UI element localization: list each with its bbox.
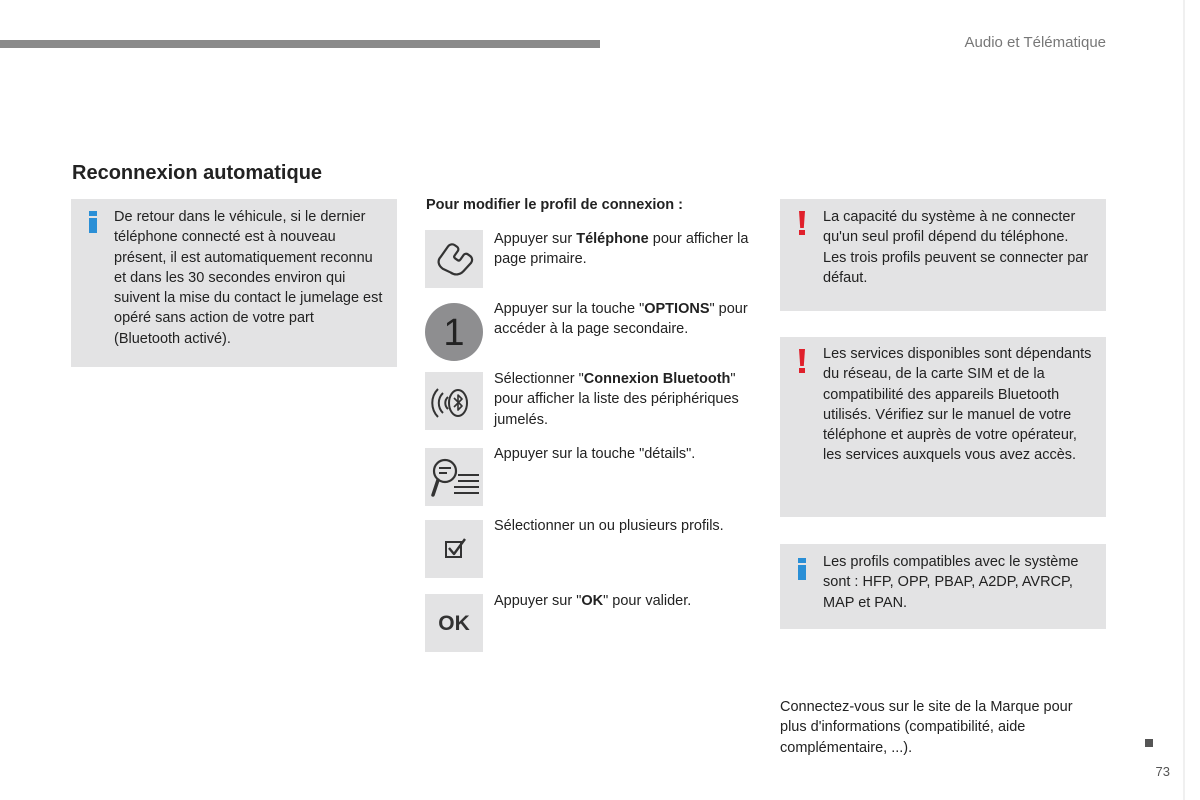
info-note-box <box>780 544 1106 629</box>
ok-icon <box>425 594 483 652</box>
warning-icon <box>797 211 807 235</box>
step-3-text: Sélectionner "Connexion Bluetooth" pour afficher la liste des périphériques jumelés. <box>494 371 739 428</box>
checkbox-icon <box>425 520 483 578</box>
step-2-text: Appuyer sur la touche "OPTIONS" pour accéder à la page secondaire. <box>494 301 748 338</box>
section-title: Reconnexion automatique <box>72 162 323 184</box>
procedure-heading: Pour modifier le profil de connexion : <box>426 197 683 213</box>
info-note-text: De retour dans le véhicule, si le dernier téléphone connecté est à nouveau présent, il est automatiquement reconnu et dans les 30 secondes environ qui suivent la mise du contact le jumelage est opéré sans action de votre part (Bluetooth activé). <box>114 209 383 347</box>
header-rule <box>0 40 600 48</box>
step-1-icon-tile <box>425 230 483 288</box>
warning-icon <box>797 349 807 373</box>
warning-note-text: Les services disponibles sont dépendants du réseau, de la carte SIM et de la compatibilité des appareils Bluetooth utilisés. Vérifiez sur le manuel de votre téléphone et auprès de votre opérateur, les services auxquels vous avez accès. <box>823 346 1092 464</box>
info-note-box <box>71 199 397 367</box>
warning-note-box <box>780 199 1106 311</box>
step-1-text: Appuyer sur Téléphone pour afficher la page primaire. <box>494 231 749 268</box>
step-4-text: Appuyer sur la touche "détails". <box>494 446 696 462</box>
step-6-text: Appuyer sur "OK" pour valider. <box>494 593 692 609</box>
info-icon <box>88 211 98 233</box>
step-2-icon-tile <box>424 302 484 362</box>
step-6-icon-tile <box>425 594 483 652</box>
svg-text:1: 1 <box>443 312 465 354</box>
number-one-icon <box>424 302 484 362</box>
page-number: 73 <box>1155 764 1170 779</box>
footer-note: Connectez-vous sur le site de la Marque pour plus d'informations (compatibilité, aide complémentaire, ...). <box>780 699 1073 756</box>
step-3-icon-tile <box>425 372 483 430</box>
step-5-text: Sélectionner un ou plusieurs profils. <box>494 518 724 534</box>
warning-note-text: La capacité du système à ne connecter qu'un seul profil dépend du téléphone. Les trois profils peuvent se connecter par défaut. <box>823 209 1089 286</box>
svg-text:OK: OK <box>438 612 470 635</box>
page-edge-rule <box>1183 0 1185 800</box>
info-note-text: Les profils compatibles avec le système sont : HFP, OPP, PBAP, A2DP, AVRCP, MAP et PAN. <box>823 554 1079 611</box>
details-search-icon <box>425 448 483 506</box>
step-5-icon-tile <box>425 520 483 578</box>
warning-note-box <box>780 337 1106 517</box>
end-of-section-mark <box>1145 739 1153 747</box>
phone-icon <box>425 230 483 288</box>
step-4-icon-tile <box>425 448 483 506</box>
chapter-title: Audio et Télématique <box>964 34 1106 51</box>
info-icon <box>797 558 807 580</box>
bluetooth-icon <box>425 372 483 430</box>
